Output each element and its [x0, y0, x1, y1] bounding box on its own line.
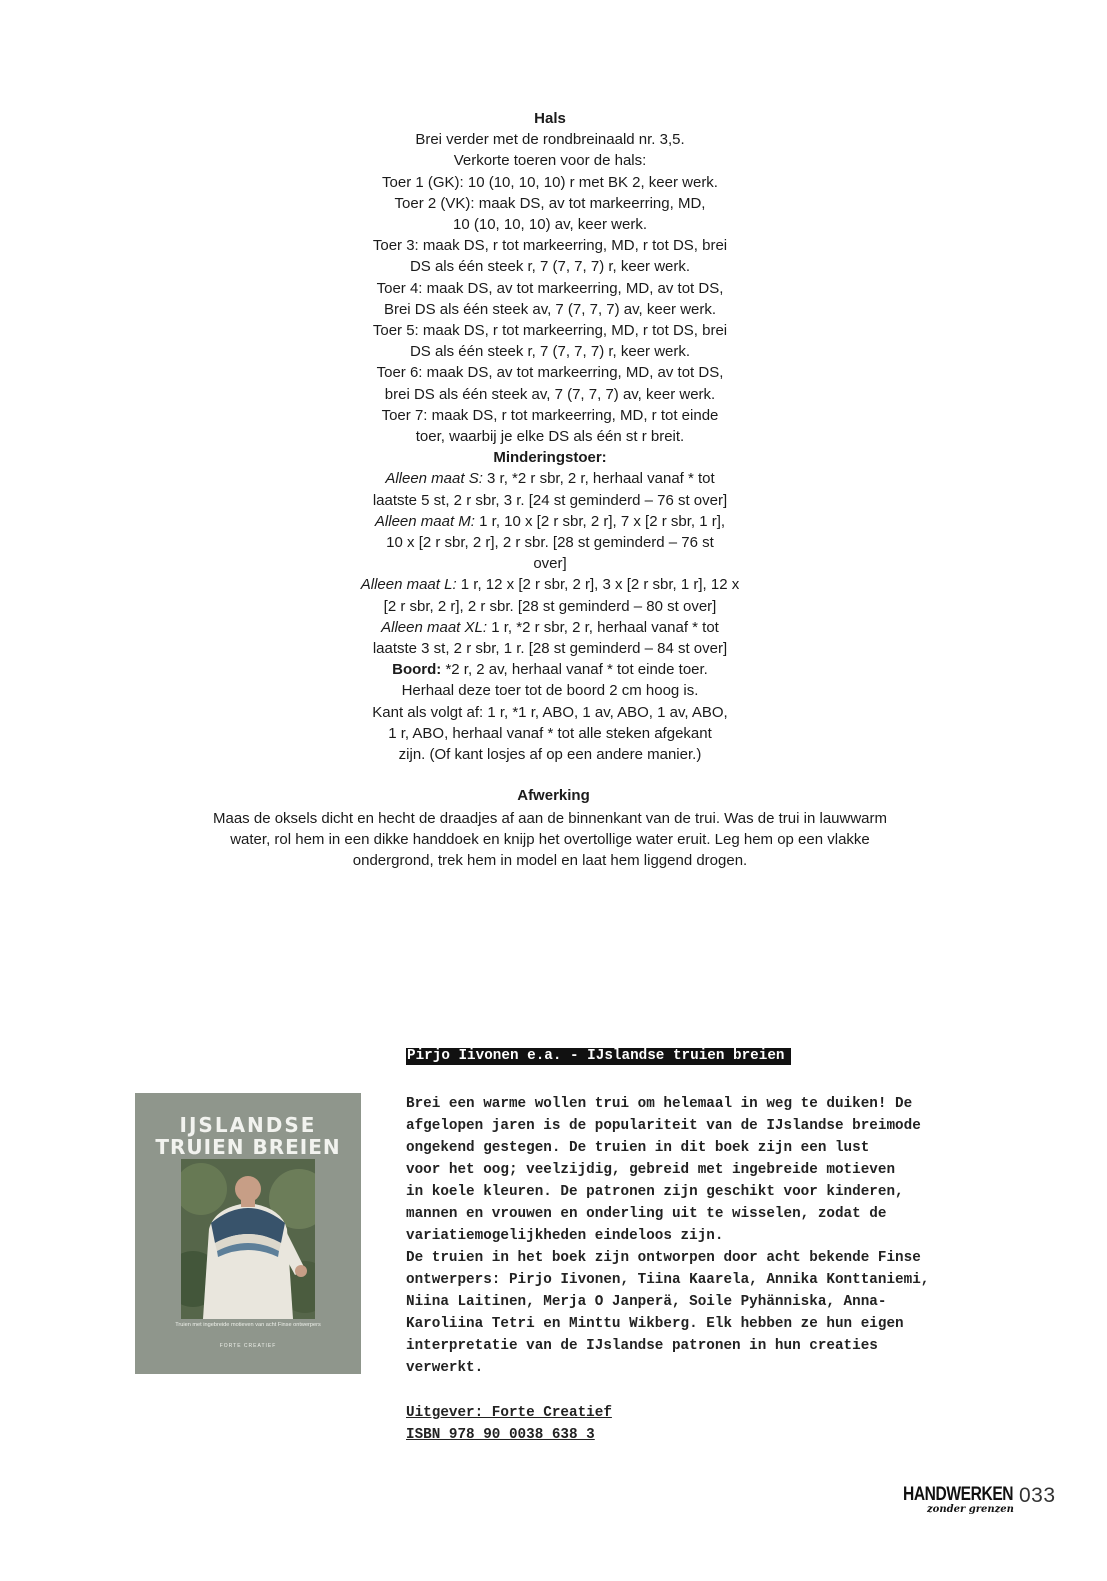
magazine-logo: HANDWERKEN	[903, 1484, 1014, 1505]
hals-section	[180, 108, 920, 765]
afwerking-line: water, rol hem in een dikke handdoek en knijp het overtollige water eruit. Leg hem op een vlakke	[230, 831, 870, 849]
instruction-line: DS als één steek r, 7 (7, 7, 7) r, keer werk.	[409, 343, 691, 361]
instruction-line: Toer 1 (GK): 10 (10, 10, 10) r met BK 2, keer werk.	[382, 173, 718, 191]
book-publication-info	[406, 1402, 986, 1446]
book-review	[406, 1048, 986, 1446]
book-description	[406, 1093, 986, 1379]
book-publisher: Uitgever: Forte Creatief	[406, 1405, 612, 1421]
instruction-line: 1 r, ABO, herhaal vanaf * tot alle steken afgekant	[388, 724, 712, 742]
size-m-line-3: over]	[533, 555, 567, 573]
size-xl-line: Alleen maat XL: 1 r, *2 r sbr, 2 r, herhaal vanaf * tot	[381, 618, 719, 636]
cover-title-line2: TRUIEN BREIEN	[155, 1135, 341, 1159]
description-line: verwerkt.	[406, 1360, 484, 1376]
instruction-line: Toer 6: maak DS, av tot markeerring, MD, av tot DS,	[376, 364, 724, 382]
instruction-line: zijn. (Of kant losjes af op een andere manier.)	[398, 746, 702, 764]
description-line: afgelopen jaren is de populariteit van de IJslandse breimode	[406, 1118, 921, 1134]
instruction-line: 10 (10, 10, 10) av, keer werk.	[453, 216, 647, 234]
size-l-label: Alleen maat L:	[360, 576, 457, 594]
hals-instructions	[180, 129, 920, 447]
book-isbn: ISBN 978 90 0038 638 3	[406, 1427, 595, 1443]
minderingstoer-title: Minderingstoer:	[493, 449, 607, 467]
size-xl-line-2: laatste 3 st, 2 r sbr, 1 r. [28 st geminderd – 84 st over]	[372, 640, 728, 658]
size-s-label: Alleen maat S:	[385, 470, 483, 488]
description-line: mannen en vrouwen en onderling uit te wisselen, zodat de	[406, 1206, 887, 1222]
size-m-label: Alleen maat M:	[374, 512, 475, 530]
instruction-line: brei DS als één steek av, 7 (7, 7, 7) av, keer werk.	[384, 385, 716, 403]
afwerking-line: ondergrond, trek hem in model en laat hem liggend drogen.	[352, 852, 748, 870]
afwerking-title: Afwerking	[517, 787, 590, 804]
instruction-line: toer, waarbij je elke DS als één st r breit.	[415, 428, 685, 446]
instruction-line: Toer 3: maak DS, r tot markeerring, MD, r tot DS, brei	[372, 237, 728, 255]
page-number: 033	[1019, 1484, 1056, 1507]
boord-line: Boord: *2 r, 2 av, herhaal vanaf * tot einde toer.	[392, 661, 708, 679]
instruction-line: Toer 2 (VK): maak DS, av tot markeerring, MD,	[394, 194, 706, 212]
description-line: ongekend gestegen. De truien in dit boek zijn een lust	[406, 1140, 870, 1156]
cover-title-line1: IJSLANDSE	[179, 1113, 317, 1137]
afwerking-text	[180, 808, 920, 872]
instruction-line: Toer 4: maak DS, av tot markeerring, MD, av tot DS,	[376, 279, 724, 297]
cover-publisher: FORTE CREATIEF	[219, 1343, 277, 1349]
book-heading: Pirjo Iivonen e.a. - IJslandse truien breien	[406, 1048, 791, 1065]
size-l-line-2: [2 r sbr, 2 r], 2 r sbr. [28 st geminderd – 80 st over]	[383, 597, 717, 615]
description-line: Karoliina Tetri en Minttu Wikberg. Elk hebben ze hun eigen	[406, 1316, 904, 1332]
afwerking-line: Maas de oksels dicht en hecht de draadjes af aan de binnenkant van de trui. Was de trui in lauwwarm	[213, 810, 887, 827]
magazine-tagline: zonder grenzen	[927, 1504, 1014, 1515]
instruction-line: DS als één steek r, 7 (7, 7, 7) r, keer werk.	[409, 258, 691, 276]
instruction-line: Herhaal deze toer tot de boord 2 cm hoog is.	[401, 682, 699, 700]
description-line: Niina Laitinen, Merja O Janperä, Soile Pyhänniska, Anna-	[406, 1294, 887, 1310]
size-s-line: Alleen maat S: 3 r, *2 r sbr, 2 r, herhaal vanaf * tot	[385, 470, 715, 488]
description-line: De truien in het boek zijn ontworpen door acht bekende Finse	[406, 1250, 921, 1266]
instruction-line: Brei verder met de rondbreinaald nr. 3,5.	[415, 131, 685, 149]
cover-subtitle: Truien met ingebreide motieven van acht Finse ontwerpers	[175, 1322, 321, 1328]
size-m-line-2: 10 x [2 r sbr, 2 r], 2 r sbr. [28 st geminderd – 76 st	[386, 534, 714, 552]
hals-instructions-end	[180, 680, 920, 765]
boord-label: Boord:	[392, 661, 442, 679]
book-cover-image	[135, 1093, 361, 1374]
size-xl-label: Alleen maat XL:	[381, 618, 488, 636]
cover-photo	[181, 1159, 315, 1319]
size-l-line: Alleen maat L: 1 r, 12 x [2 r sbr, 2 r], 3 x [2 r sbr, 1 r], 12 x	[360, 576, 740, 594]
instruction-line: Brei DS als één steek av, 7 (7, 7, 7) av, keer werk.	[383, 300, 717, 318]
instruction-line: Verkorte toeren voor de hals:	[453, 152, 647, 170]
description-line: in koele kleuren. De patronen zijn geschikt voor kinderen,	[406, 1184, 904, 1200]
description-line: Brei een warme wollen trui om helemaal in weg te duiken! De	[406, 1096, 913, 1112]
size-s-line-2: laatste 5 st, 2 r sbr, 3 r. [24 st geminderd – 76 st over]	[372, 491, 728, 509]
hals-title: Hals	[534, 110, 566, 127]
instruction-line: Kant als volgt af: 1 r, *1 r, ABO, 1 av, ABO, 1 av, ABO,	[372, 703, 728, 721]
instruction-line: Toer 5: maak DS, r tot markeerring, MD, r tot DS, brei	[372, 322, 728, 340]
page-footer	[903, 1484, 1063, 1524]
description-line: interpretatie van de IJslandse patronen in hun creaties	[406, 1338, 878, 1354]
description-line: voor het oog; veelzijdig, gebreid met ingebreide motieven	[406, 1162, 896, 1178]
description-line: ontwerpers: Pirjo Iivonen, Tiina Kaarela, Annika Konttaniemi,	[406, 1272, 930, 1288]
size-m-line: Alleen maat M: 1 r, 10 x [2 r sbr, 2 r], 7 x [2 r sbr, 1 r],	[374, 512, 726, 530]
instruction-line: Toer 7: maak DS, r tot markeerring, MD, r tot einde	[381, 406, 719, 424]
sweater-illustration	[181, 1159, 315, 1319]
description-line: variatiemogelijkheden eindeloos zijn.	[406, 1228, 724, 1244]
